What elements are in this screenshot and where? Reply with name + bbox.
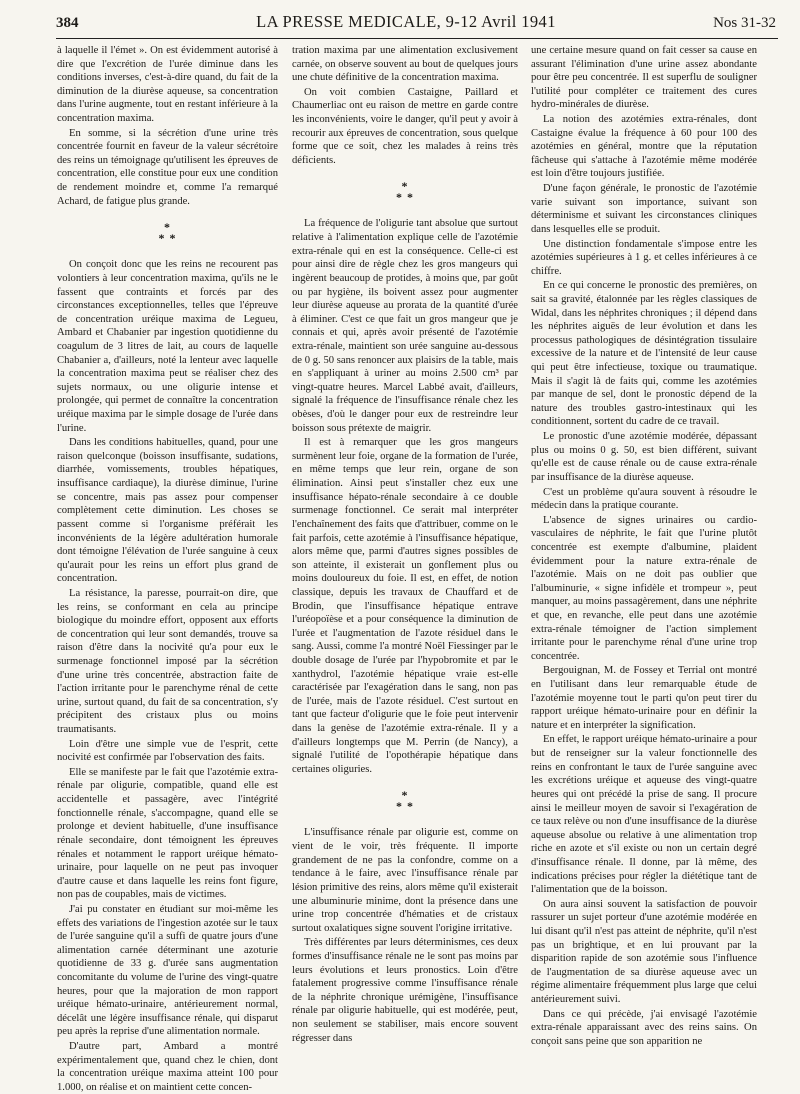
paragraph: Le pronostic d'une azotémie modérée, dépassant plus ou moins 0 g. 50, est bien différent, suivant qu'elle est de cause rénale ou de cause extra-rénale par insuffisance de la diurèse aqueuse.	[531, 431, 757, 483]
paragraph: Bergouignan, M. de Fossey et Terrial ont montré en l'utilisant dans leur remarquable étude de l'azotémie moyenne tout le parti qu'on peut tirer du rapport uréique hémato-urinaire pour en définir la nature et en interpréter la signification.	[531, 665, 757, 731]
paragraph: Dans les conditions habituelles, quand, pour une raison quelconque (boisson insuffisante, sudations, diarrhée, vomissements, troubles hépatiques, insuffisance cardiaque), la diurèse diminue, l'urine se concentre, mais pas assez pour compenser complètement cette diminution. Les choses se passent comme si l'organisme préférait les inconvénients de la légère adultération humorale dont témoigne l'élévation de l'urée sanguine à ceux qu'aurait pour les reins un effort plus grand de concentration.	[57, 437, 278, 585]
paragraph: J'ai pu constater en étudiant sur moi-même les effets des variations de l'ingestion azotée sur le taux de l'urée sanguine qu'il a suffi de quatre jours d'une alimentation carnée déterminant une azoturie quotidienne de 33 g. d'urée sans augmentation concomitante du volume de l'urine des vingt-quatre heures, pour que la majoration de mon rapport uréique hémato-urinaire, antérieurement normal, décelât une légère insuffisance rénale, qui disparut peu après la reprise d'une alimentation normale.	[57, 903, 278, 1038]
paragraph: La fréquence de l'oligurie tant absolue que surtout relative à l'alimentation explique celle de l'azotémie extra-rénale qui en est la conséquence. Celle-ci est pour ainsi dire de règle chez les gros mangeurs qui ingèrent beaucoup de protides, à moins que, par goût ou par hygiène, ils boivent assez pour augmenter leur diurèse aqueuse au prorata de la quantité d'urée à éliminer. C'est ce que fait un gros mangeur que je connais et qui, après avoir présenté de l'azotémie extra-rénale, maintient son urée sanguine au-dessous de 0 g. 50 sans renoncer aux plaisirs de la table, mais en s'appliquant à uriner au moins 2.500 cm³ par vingt-quatre heures. Marcel Labbé avait, d'ailleurs, signalé la fréquence de l'insuffisance rénale chez les obèses, d'où le danger pour eux de restreindre leur boisson sous prétexte de maigrir.	[292, 218, 518, 434]
paragraph: Il est à remarquer que les gros mangeurs surmènent leur foie, organe de la formation de l'urée, en même temps que leur rein, organe de son élimination. Ainsi peut s'installer chez eux une insuffisance hépato-rénale secondaire à ce double surmenage fonctionnel. Ce serait mal interpréter l'enchaînement des faits que d'attribuer, comme on le fait parfois, cette azotémie à l'insuffisance hépatique, alors même que, parmi d'autres signes possibles de son atteinte, il existerait un gonflement plus ou moins douloureux du foie. Il est, en effet, de notion classique, depuis les travaux de Chauffard et de Brodin, que l'insuffisance hépatique entrave l'uréopoïèse et a pour conséquence la diminution de l'urée et l'augmentation de l'azote résiduel dans le sang. Aussi, comme l'a montré Noël Fiessinger par le double dosage de l'urée par l'hypobromite et par le xanthydrol, l'azotémie hépatique vraie est-elle caractérisée par l'exagération dans le sang, non pas de l'urée, mais de l'azote résiduel. C'est surtout en tant que facteur d'oligurie que le foie peut intervenir dans la genèse de l'azotémie extra-rénale. Il y a d'ailleurs longtemps que M. Perrin (de Nancy), a signalé l'utilité de l'opothérapie hépatique dans certaines oliguries.	[292, 437, 518, 775]
page-number: 384	[56, 15, 79, 31]
asterisk-bottom: * *	[396, 190, 414, 205]
section-separator	[292, 181, 518, 203]
column-left	[57, 44, 278, 1093]
column-middle	[292, 44, 518, 1074]
paragraph: La résistance, la paresse, pourrait-on dire, que les reins, se conformant en cela au principe biologique du moindre effort, opposent aux efforts de concentration qui leur sont demandés, trouve sa raison d'être dans la nocivité qu'a pour eux le surmenage fonctionnel imposé par la sécrétion d'une urine très concentrée, abstraction faite de l'action irritante pour le parenchyme rénal de cette urine, surtout quand, du fait de sa concentration, s'y précipitent des cristaux plus ou moins traumatisants.	[57, 587, 278, 736]
asterisk-bottom: * *	[158, 231, 177, 246]
paragraph: tration maxima par une alimentation exclusivement carnée, on observe souvent au bout de quelques jours une chute définitive de la concentration maxima.	[292, 45, 518, 84]
asterisk-top: *	[164, 220, 171, 235]
asterisk-top: *	[401, 788, 409, 803]
paragraph: Une distinction fondamentale s'impose entre les azotémies supérieures à 1 g. et celles inférieures à ce chiffre.	[531, 238, 757, 277]
paragraph: D'autre part, Ambard a montré expérimentalement que, quand chez le chien, dont la concentration uréique maxima atteint 100 pour 1.000, on réalise et on maintient cette concen-	[57, 1041, 278, 1093]
section-separator	[292, 790, 518, 812]
paragraph: D'une façon générale, le pronostic de l'azotémie varie suivant son importance, suivant son déterminisme et suivant les circonstances cliniques dans lesquelles elle se produit.	[531, 183, 757, 235]
paragraph: On voit combien Castaigne, Paillard et Chaumerliac ont eu raison de mettre en garde contre les inconvénients, voire le danger, qu'il peut y avoir à recourir aux épreuves de concentration, sous quelque forme que ce soit, chez les malades à reins très déficients.	[292, 86, 518, 166]
paragraph: On conçoit donc que les reins ne recourent pas volontiers à leur concentration maxima, qu'ils ne le fassent que contraints et forcés par des circonstances exceptionnelles, telles que l'épreuve de concentration uréique maxima de Legueu, Ambard et Chabanier par ingestion quotidienne du coagulum de 3 litres de lait, au cours de laquelle Chabanier a, d'ailleurs, noté la lenteur avec laquelle la concentration maxima peut se réaliser chez des sujets normaux, ou une oligurie intense et prolongée, qui permet de connaître la concentration uréique maxima par le simple dosage de l'urée dans l'urine.	[57, 259, 278, 434]
issue-numbers: Nos 31-32	[713, 15, 776, 31]
asterisk-bottom: * *	[396, 799, 414, 814]
paragraph: En somme, si la sécrétion d'une urine très concentrée fournit en faveur de la valeur sécrétoire des reins un témoignage qu'utilisent les épreuves de concentration, elle constitue pour eux une condition de rendement moindre et, comme l'a remarqué Achard, de fatigue plus grande.	[57, 127, 278, 207]
paragraph: En ce qui concerne le pronostic des premières, on sait sa gravité, étalonnée par les règles classiques de Widal, dans les néphrites chroniques ; il dépend dans les néphrites aiguës de leur évolution et dans les processus pathologiques de désintégration tissulaire excessive de la nature et de l'intensité de leur cause qui peut être infectieuse, toxique ou traumatique. Mais il s'agit là de faits qui, comme les azotémies par manque de sel, dont le pronostic dépend de la nature des troubles gastro-intestinaux qui les conditionnent, sortent du cadre de ce travail.	[531, 280, 757, 428]
header-rule	[56, 38, 778, 39]
paragraph: Elle se manifeste par le fait que l'azotémie extra-rénale par oligurie, compatible, quand elle est accidentelle et passagère, avec l'intégrité fonctionnelle rénale, s'accompagne, quand elle se prolonge et devient habituelle, d'une insuffisance rénale secondaire, dont témoignent les épreuves rénales et notamment le rapport uréique hémato-urinaire, pour laquelle on ne peut pas invoquer d'autre cause et dans laquelle les reins font figure, non pas de coupables, mais de victimes.	[57, 766, 278, 901]
section-separator	[57, 222, 278, 244]
paragraph: L'absence de signes urinaires ou cardio-vasculaires de néphrite, le fait que l'urine plutôt concentrée est exempte d'albumine, plaident évidemment pour la nature extra-rénale de l'azotémie. Mais on ne doit pas oublier que l'albuminurie, « signe infidèle et trompeur », peut manquer, au moins passagèrement, dans une néphrite et que, en revanche, elle peut dans une azotémie extra-rénale témoigner de l'action simplement irritante pour le parenchyme rénal d'une urine trop concentrée.	[531, 514, 757, 662]
paragraph: En effet, le rapport uréique hémato-urinaire a pour but de renseigner sur la valeur fonctionnelle des reins en confrontant le taux de l'urée sanguine avec les excrétions uréique et aqueuse des vingt-quatre heures qui ont précédé la prise de sang. Il procure ainsi le meilleur moyen de savoir si l'exagération de ce taux relève ou non d'une insuffisance de la diurèse aqueuse absolue ou relative à une alimentation trop riche en azote et s'il existe ou non un certain degré d'insuffisance rénale. Il donne, par là même, des indications précises pour régler la diététique tant de l'alimentation que de la boisson.	[531, 734, 757, 896]
asterisk-top: *	[401, 179, 409, 194]
column-right	[531, 44, 757, 1074]
paragraph: une certaine mesure quand on fait cesser sa cause en assurant l'élimination d'une urine assez abondante pour être peu concentrée. Il est superflu de souligner l'utilité pour compléter ce traitement des cures hydro-minérales de diurèse.	[531, 45, 757, 111]
paragraph: Dans ce qui précède, j'ai envisagé l'azotémie extra-rénale apparaissant avec des reins sains. On conçoit sans peine que son apparition ne	[531, 1008, 757, 1047]
paragraph: On aura ainsi souvent la satisfaction de pouvoir rassurer un sujet porteur d'une azotémie modérée en lui disant qu'il n'est pas atteint de néphrite, qu'il n'est pas un brightique, et en lui prouvant par la disparition rapide de son azotémie sous l'influence de l'augmentation de sa diurèse aqueuse avec un régime alimentaire fréquemment plus large que celui antérieurement suivi.	[531, 898, 757, 1006]
paragraph: à laquelle il l'émet ». On est évidemment autorisé à dire que l'excrétion de l'urée diminue dans les conditions inverses, c'est-à-dire quand, du fait de la diminution de la diurèse aqueuse, sa concentration dans l'urine augmente, tout en restant inférieure à la concentration maxima.	[57, 45, 278, 125]
page-header	[56, 12, 776, 36]
paragraph: La notion des azotémies extra-rénales, dont Castaigne évalue la fréquence à 60 pour 100 des azotémies en général, montre que la réputation fâcheuse qui s'attache à l'azotémie même modérée est loin d'être toujours justifiée.	[531, 114, 757, 180]
paragraph: Très différentes par leurs déterminismes, ces deux formes d'insuffisance rénale ne le sont pas moins par leurs évolutions et leurs pronostics. Loin d'être fatalement progressive comme l'insuffisance rénale de la néphrite chronique urémigène, l'insuffisance rénale par oligurie habituelle, qui est modérée, peut, non seulement se stabiliser, mais encore souvent régresser dans	[292, 937, 518, 1044]
paragraph: Loin d'être une simple vue de l'esprit, cette nocivité est confirmée par l'observation des faits.	[57, 738, 278, 764]
journal-title: LA PRESSE MEDICALE, 9-12 Avril 1941	[256, 12, 556, 31]
paragraph: L'insuffisance rénale par oligurie est, comme on vient de le voir, très fréquente. Il importe grandement de ne pas la confondre, comme on a tendance à le faire, avec l'insuffisance rénale par lésion primitive des reins, alors même qu'il existerait une albuminurie minime, dont la présence dans une urine trop concentrée d'hématies et de cristaux surtout oxalatiques signe souvent l'origine irritative.	[292, 827, 518, 934]
paragraph: C'est un problème qu'aura souvent à résoudre le médecin dans la pratique courante.	[531, 486, 757, 512]
